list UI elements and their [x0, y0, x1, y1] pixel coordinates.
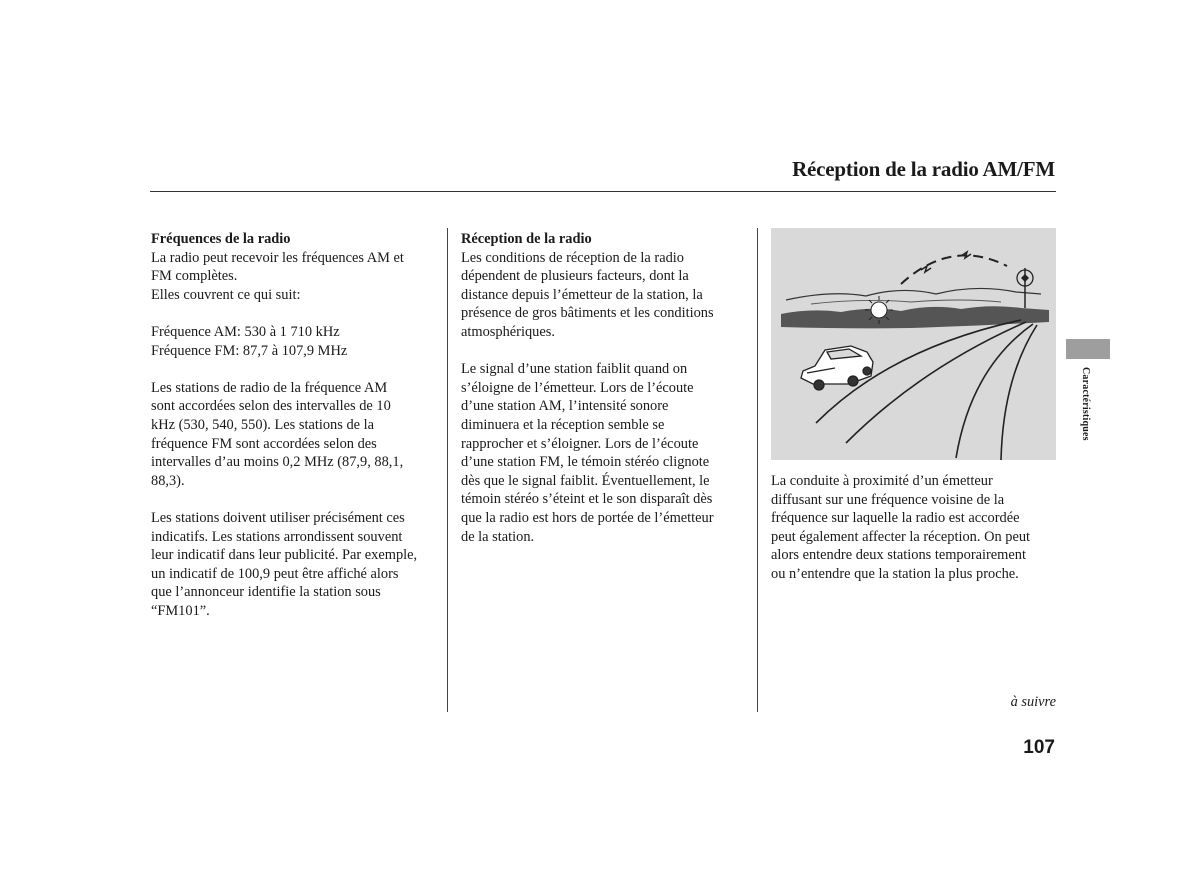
text-line: fréquence FM sont accordées selon des — [151, 435, 377, 452]
text-line: 88,3). — [151, 472, 185, 489]
radio-reception-illustration — [771, 228, 1056, 460]
text-line: que la radio est hors de portée de l’émetteur — [461, 509, 714, 526]
section-tab-label: Caractéristiques — [1080, 367, 1091, 441]
text-line: FM complètes. — [151, 268, 238, 285]
text-line: rapprocher et s’éloigner. Lors de l’écoute — [461, 435, 699, 452]
text-line: fréquence sur laquelle la radio est accordée — [771, 510, 1020, 527]
text-line: distance depuis l’émetteur de la station, la — [461, 286, 703, 303]
road-edge — [1001, 325, 1037, 460]
text-line: témoin stéréo s’éteint et le son disparaît dès — [461, 491, 713, 508]
paragraph — [771, 472, 1061, 584]
text-line: peut également affecter la réception. On peut — [771, 528, 1031, 545]
text-line: Les stations doivent utiliser précisément ces — [151, 509, 405, 526]
section-tab — [1066, 339, 1110, 359]
car-icon — [801, 346, 873, 390]
text-line: d’une station AM, l’intensité sonore — [461, 398, 669, 415]
road-edge — [846, 322, 1026, 443]
text-line: d’une station FM, le témoin stéréo clignote — [461, 454, 710, 471]
paragraph — [461, 249, 751, 342]
text-line: ou n’entendre que la station la plus proche. — [771, 565, 1019, 582]
text-line: sont accordées selon des intervalles de 10 — [151, 398, 391, 415]
column-divider — [447, 228, 448, 712]
hills-line — [786, 288, 1041, 300]
road-edge — [956, 324, 1033, 458]
paragraph — [461, 360, 751, 546]
text-line: s’éloigne de l’émetteur. Lors de l’écoute — [461, 379, 694, 396]
text-line: alors entendre deux stations temporairement — [771, 547, 1026, 564]
text-line: Les stations de radio de la fréquence AM — [151, 379, 388, 396]
text-line: présence de gros bâtiments et les conditions — [461, 305, 714, 322]
continued-note: à suivre — [1010, 694, 1056, 710]
section-heading-frequencies: Fréquences de la radio — [151, 231, 291, 247]
text-line: Fréquence AM: 530 à 1 710 kHz — [151, 323, 340, 340]
interference-burst-icon — [871, 302, 887, 318]
signal-wave — [901, 255, 1007, 284]
text-line: un indicatif de 100,9 peut être affiché alors — [151, 565, 399, 582]
text-line: Elles couvrent ce qui suit: — [151, 286, 301, 303]
text-line: intervalles d’au moins 0,2 MHz (87,9, 88,1, — [151, 454, 404, 471]
paragraph — [151, 379, 441, 491]
text-line: Le signal d’une station faiblit quand on — [461, 361, 688, 378]
text-line: de la station. — [461, 528, 535, 545]
column-radio-reception — [461, 230, 751, 565]
page-title: Réception de la radio AM/FM — [792, 157, 1055, 181]
text-line: kHz (530, 540, 550). Les stations de la — [151, 416, 375, 433]
column-interference — [771, 472, 1061, 602]
section-heading-reception: Réception de la radio — [461, 231, 592, 247]
text-line: dépendent de plusieurs facteurs, dont la — [461, 268, 689, 285]
column-divider — [757, 228, 758, 712]
paragraph — [151, 249, 441, 305]
text-line: La conduite à proximité d’un émetteur — [771, 473, 993, 489]
text-line: indicatifs. Les stations arrondissent souvent — [151, 528, 403, 545]
text-line: Fréquence FM: 87,7 à 107,9 MHz — [151, 342, 348, 359]
treeline — [781, 306, 1049, 328]
text-line: diffusant sur une fréquence voisine de la — [771, 491, 1005, 508]
text-line: Les conditions de réception de la radio — [461, 249, 684, 266]
page-number: 107 — [1023, 737, 1055, 758]
text-line: leur indicatif dans leur publicité. Par exemple, — [151, 547, 418, 564]
text-line: atmosphériques. — [461, 323, 555, 340]
illustration-svg — [771, 228, 1056, 460]
text-line: “FM101”. — [151, 602, 210, 619]
paragraph — [151, 509, 441, 621]
title-rule — [150, 191, 1056, 192]
hills-line-2 — [811, 300, 1001, 304]
text-line: que l’annonceur identifie la station sous — [151, 584, 381, 601]
text-line: diminuera et la réception semble se — [461, 416, 665, 433]
text-line: La radio peut recevoir les fréquences AM et — [151, 249, 404, 266]
column-radio-frequencies — [151, 230, 441, 639]
paragraph — [151, 323, 441, 360]
text-line: dès que le signal faiblit. Éventuellement, le — [461, 472, 710, 489]
